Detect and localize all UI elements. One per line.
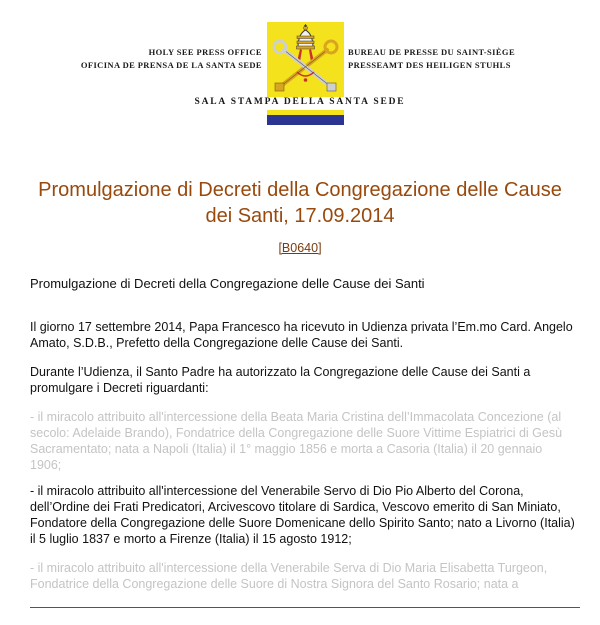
- sala-stampa-label: SALA STAMPA DELLA SANTA SEDE: [194, 97, 406, 107]
- holy-see-emblem-icon: [267, 22, 344, 97]
- office-name-french: BUREAU DE PRESSE DU SAINT-SIÈGE: [348, 47, 516, 57]
- bulletin-code-link[interactable]: [B0640]: [278, 241, 322, 255]
- decree-item-del-corona: - il miracolo attribuito all'intercessione del Venerabile Servo di Dio Pio Alberto del Corona, dell’Ordine dei Frati Predicatori, Arcivescovo titolare di Sardica, Vescovo emerito di San Miniato, Fondatore della Congregazione delle Suore Domenicane dello Spirito Santo; nato a Livorno (Italia) il 5 luglio 1837 e morto a Firenze (Italia) il 15 agosto 1912;: [30, 484, 575, 546]
- document-title: Promulgazione di Decreti della Congregazione delle Cause dei Santi, 17.09.2014: [38, 179, 562, 227]
- bulletin-code: [0, 241, 600, 255]
- office-name-german: PRESSEAMT DES HEILIGEN STUHLS: [348, 60, 511, 70]
- decree-item-turgeon: - il miracolo attribuito all'intercessione della Venerabile Serva di Dio Maria Elisabetta Turgeon, Fondatrice della Congregazione delle Suore di Nostra Signora del Santo Rosario; nata a: [30, 561, 548, 591]
- paragraph-audience: Il giorno 17 settembre 2014, Papa Francesco ha ricevuto in Udienza privata l’Em.mo Card. Angelo Amato, S.D.B., Prefetto della Congregazione delle Cause dei Santi.: [30, 320, 573, 350]
- decree-item-brando: - il miracolo attribuito all'intercessione della Beata Maria Cristina dell’Immacolata Concezione (al secolo: Adelaide Brando), Fondatrice della Congregazione delle Suore Vittime Espiatrici di Gesù Sacramentato; nata a Napoli (Italia) il 1° maggio 1856 e morta a Casoria (Italia) il 20 gennaio 1906;: [30, 410, 563, 472]
- section-heading: Promulgazione di Decreti della Congregazione delle Cause dei Santi: [30, 276, 425, 291]
- page-divider: [30, 607, 580, 608]
- office-name-english: HOLY SEE PRESS OFFICE: [148, 47, 262, 57]
- press-office-letterhead: [0, 0, 600, 140]
- paragraph-authorization: Durante l’Udienza, il Santo Padre ha autorizzato la Congregazione delle Cause dei Santi a promulgare i Decreti riguardanti:: [30, 365, 531, 395]
- office-name-spanish: OFICINA DE PRENSA DE LA SANTA SEDE: [80, 60, 262, 70]
- flag-stripe-blue: [267, 115, 344, 125]
